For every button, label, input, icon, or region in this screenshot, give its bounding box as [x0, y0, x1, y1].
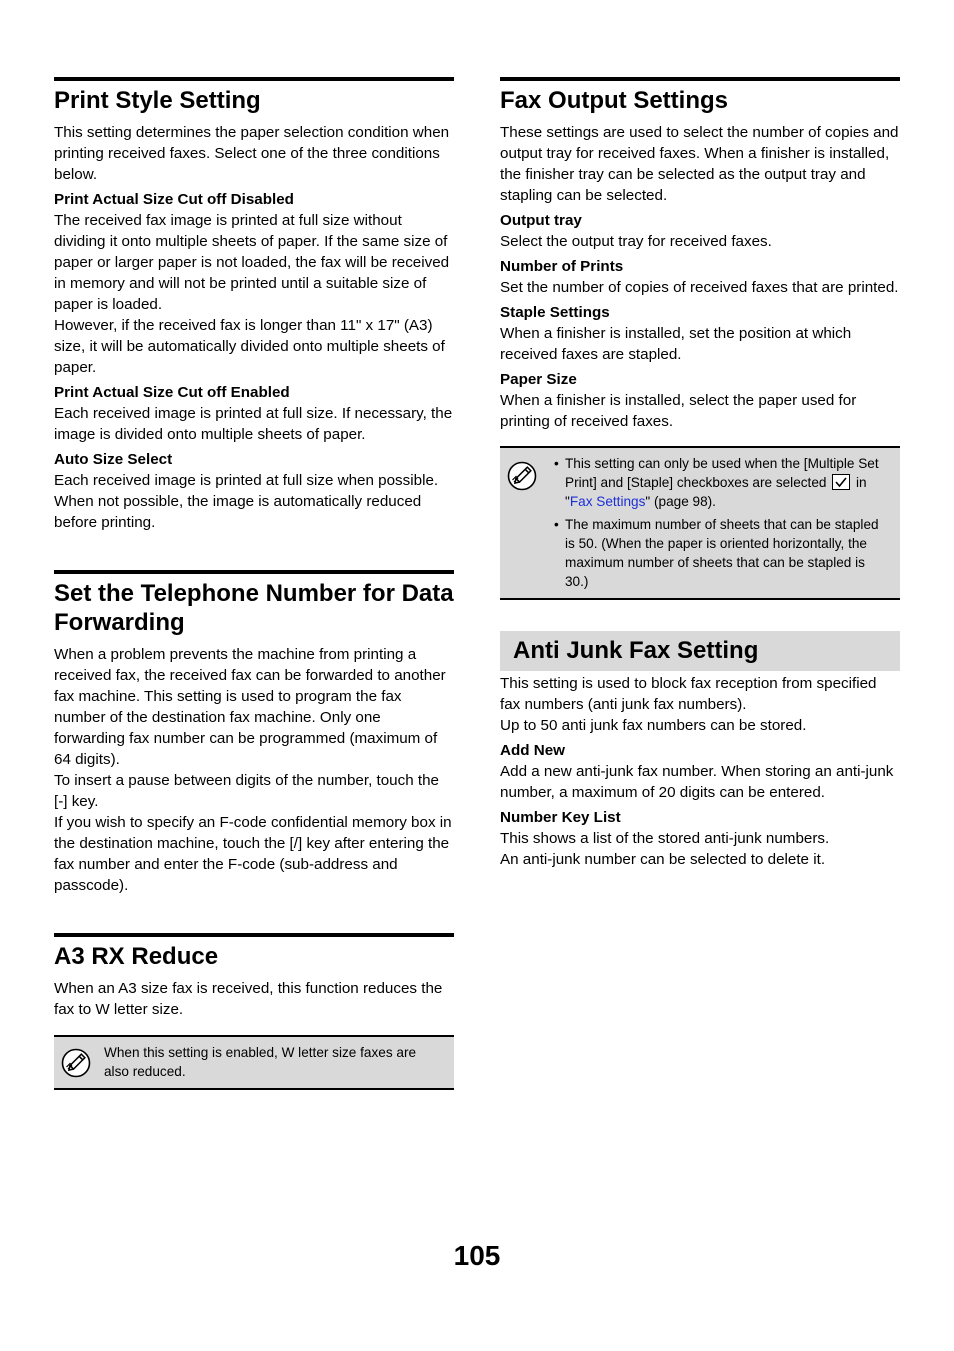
- a3-rx-reduce-section: [54, 933, 454, 1090]
- fax-output-item-text: Select the output tray for received faxes.: [500, 233, 772, 250]
- fax-settings-link[interactable]: Fax Settings: [569, 494, 646, 509]
- telephone-forwarding-paragraph: When a problem prevents the machine from printing a received fax, the received fax can be forwarded to another fax machine. This setting is used to program the fax number of the destination fax machine. Only one forwarding fax number can be programmed (maximum of 64 digits).: [54, 646, 446, 768]
- print-style-title: Print Style Setting: [54, 87, 261, 114]
- fax-output-title: Fax Output Settings: [500, 87, 728, 114]
- page-number: 105: [453, 1240, 501, 1271]
- a3-rx-reduce-title: A3 RX Reduce: [54, 943, 219, 970]
- print-style-intro: This setting determines the paper selection condition when printing received faxes. Select one of the three conditions below.: [54, 124, 450, 183]
- fax-output-note-bullet: [554, 454, 892, 511]
- pencil-note-icon: [507, 461, 537, 491]
- right-column: [500, 77, 900, 870]
- print-style-item-heading: Print Actual Size Cut off Disabled: [54, 191, 294, 208]
- anti-junk-item-text: An anti-junk number can be selected to delete it.: [500, 851, 826, 868]
- print-style-item-text: Each received image is printed at full size when possible. When not possible, the image is automatically reduced before printing.: [54, 472, 439, 531]
- fax-output-note-list: [554, 454, 892, 591]
- print-style-item-heading: Auto Size Select: [54, 451, 173, 468]
- fax-output-item-text: When a finisher is installed, set the position at which received faxes are stapled.: [500, 325, 852, 363]
- anti-junk-intro: Up to 50 anti junk fax numbers can be stored.: [500, 717, 807, 734]
- telephone-forwarding-section: [54, 570, 454, 896]
- print-style-item-text: However, if the received fax is longer than 11" x 17" (A3) size, it will be automatically divided onto multiple sheets of paper.: [54, 317, 445, 376]
- fax-output-section: [500, 77, 900, 600]
- fax-output-item-heading: Staple Settings: [500, 304, 610, 321]
- note-bullet-text: This setting can only be used when the [Multiple Set Print] and [Staple] checkboxes are selected: [565, 456, 879, 490]
- telephone-forwarding-paragraph: To insert a pause between digits of the number, touch the [-] key.: [54, 772, 439, 810]
- telephone-forwarding-title: Set the Telephone Number for Data Forwarding: [54, 580, 454, 636]
- left-column: [54, 77, 454, 1090]
- note-bullet-text: " (page 98).: [645, 494, 716, 509]
- fax-output-intro: These settings are used to select the number of copies and output tray for received faxes. When a finisher is installed, the finisher tray can be selected as the output tray and stapling can be selected.: [500, 124, 899, 204]
- anti-junk-item-text: This shows a list of the stored anti-junk numbers.: [500, 830, 830, 847]
- print-style-item-text: The received fax image is printed at full size without dividing it onto multiple sheets of paper. If the same size of paper or larger paper is not loaded, the fax will be received in memory and will not be printed until a suitable size of paper is loaded.: [54, 212, 450, 313]
- anti-junk-item-heading: Number Key List: [500, 809, 621, 826]
- print-style-item-heading: Print Actual Size Cut off Enabled: [54, 384, 290, 401]
- pencil-note-icon: [61, 1048, 91, 1078]
- a3-rx-reduce-note: [54, 1035, 454, 1090]
- fax-output-item-text: When a finisher is installed, select the paper used for printing of received faxes.: [500, 392, 857, 430]
- anti-junk-item-heading: Add New: [500, 742, 565, 759]
- checked-checkbox-icon: [832, 474, 850, 490]
- fax-output-note: [500, 446, 900, 600]
- fax-output-item-heading: Paper Size: [500, 371, 577, 388]
- anti-junk-section: [500, 631, 900, 870]
- fax-output-note-bullet: • The maximum number of sheets that can be stapled is 50. (When the paper is oriented horizontally, the maximum number of sheets that can be stapled is 30.): [554, 515, 892, 591]
- fax-output-item-text: Set the number of copies of received faxes that are printed.: [500, 279, 899, 296]
- print-style-item-text: Each received image is printed at full size. If necessary, the image is divided onto multiple sheets of paper.: [54, 405, 453, 443]
- note-bullet-text: in ": [565, 475, 867, 509]
- a3-rx-reduce-intro: When an A3 size fax is received, this function reduces the fax to W letter size.: [54, 980, 443, 1018]
- a3-rx-reduce-note-text: When this setting is enabled, W letter size faxes are also reduced.: [104, 1045, 417, 1079]
- anti-junk-item-text: Add a new anti-junk fax number. When storing an anti-junk number, a maximum of 20 digits can be entered.: [500, 763, 894, 801]
- telephone-forwarding-paragraph: If you wish to specify an F-code confidential memory box in the destination machine, touch the [/] key after entering the fax number and enter the F-code (sub-address and passcode).: [54, 814, 452, 894]
- anti-junk-intro: This setting is used to block fax reception from specified fax numbers (anti junk fax numbers).: [500, 675, 877, 713]
- print-style-section: [54, 77, 454, 533]
- fax-output-item-heading: Output tray: [500, 212, 582, 229]
- fax-output-item-heading: Number of Prints: [500, 258, 624, 275]
- anti-junk-title: Anti Junk Fax Setting: [513, 637, 759, 664]
- anti-junk-header: [500, 631, 900, 671]
